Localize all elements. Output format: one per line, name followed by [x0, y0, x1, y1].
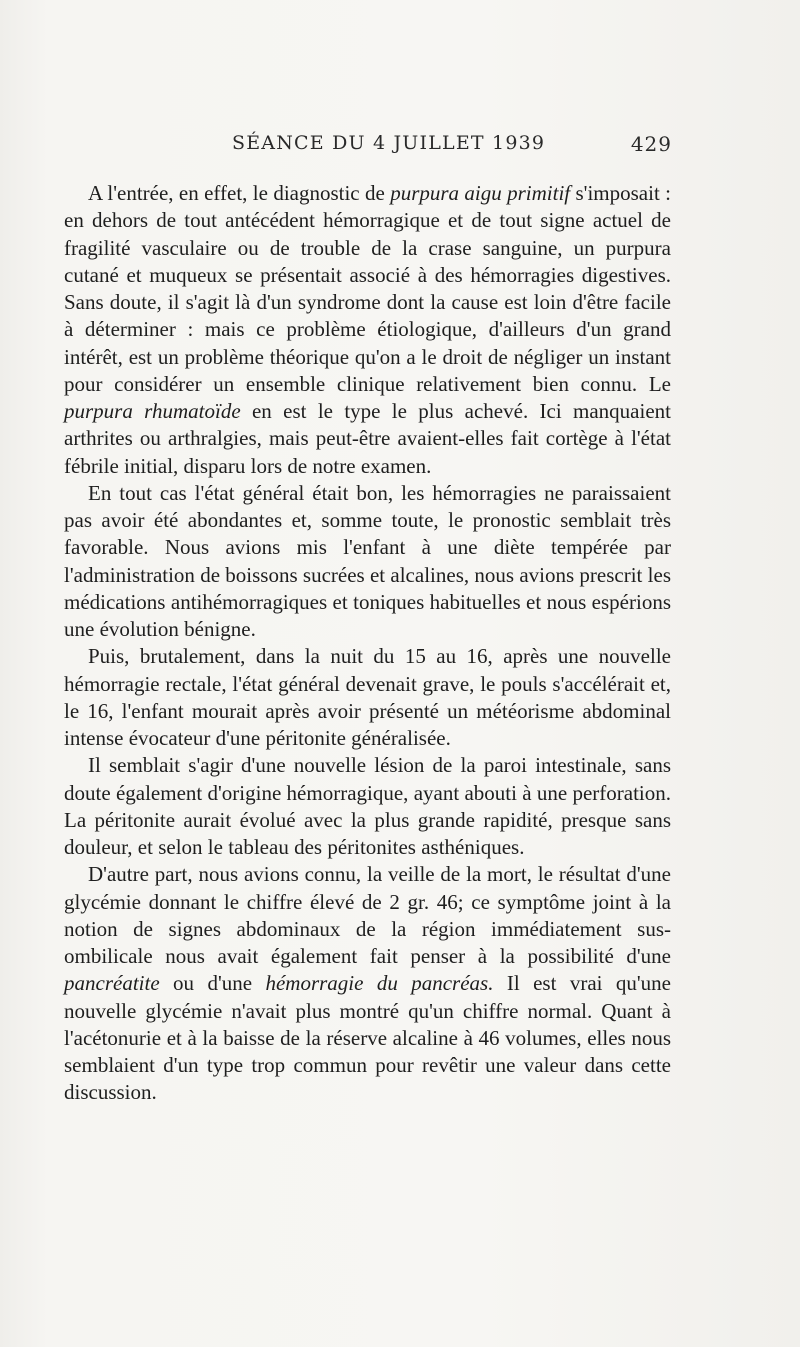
italic-term: pancréatite	[64, 971, 160, 996]
page-number: 429	[630, 132, 672, 156]
paragraph: Puis, brutalement, dans la nuit du 15 au 16, après une nouvelle hémorragie rectale, l'état général devenait grave, le pouls s'accélérait et, le 16, l'enfant mourait après avoir présenté un météorisme abdominal intense évocateur d'une péritonite généralisée.	[64, 644, 671, 750]
paragraph: En tout cas l'état général était bon, les hémorragies ne paraissaient pas avoir été abondantes et, somme toute, le pronostic semblait très favorable. Nous avions mis l'enfant à une diète tempérée par l'administration de boissons sucrées et alcalines, nous avions prescrit les médications antihémorragiques et toniques habituelles et nous espérions une évolution bénigne.	[64, 480, 671, 641]
running-head: SÉANCE DU 4 JUILLET 1939	[232, 132, 546, 154]
italic-term: hémorragie du pancréas.	[265, 971, 494, 996]
italic-term: purpura rhumatoïde	[64, 399, 241, 423]
italic-term: purpura aigu primitif	[390, 181, 571, 205]
page-header	[60, 132, 674, 162]
paragraph: D'autre part, nous avions connu, la veille de la mort, le résultat d'une glycémie donnant le chiffre élevé de 2 gr. 46; ce symptôme joint à la notion de signes abdominaux de la région immédiatement sus-ombilicale nous avait également fait penser à la possibilité d'une pancréatite ou d'une hémorragie du pancréas. Il est vrai qu'une nouvelle glycémie n'avait plus montré qu'un chiffre normal. Quant à l'acétonurie et à la baisse de la réserve alcaline à 46 volumes, elles nous semblaient d'un type trop commun pour revêtir une valeur dans cette discussion.	[64, 862, 671, 1105]
body-text	[64, 180, 671, 1107]
paragraph: A l'entrée, en effet, le diagnostic de purpura aigu primitif s'imposait : en dehors de tout antécédent hémorragique et de tout signe actuel de fragilité vasculaire ou de trouble de la crase sanguine, un purpura cutané et muqueux se présentait associé à des hémorragies digestives. Sans doute, il s'agit là d'un syndrome dont la cause est loin d'être facile à déterminer : mais ce problème étiologique, d'ailleurs d'un grand intérêt, est un problème théorique qu'on a le droit de négliger un instant pour considérer un ensemble clinique relativement bien connu. Le purpura rhumatoïde en est le type le plus achevé. Ici manquaient arthrites ou arthralgies, mais peut-être avaient-elles fait cortège à l'état fébrile initial, disparu lors de notre examen.	[64, 181, 671, 478]
paragraph: Il semblait s'agir d'une nouvelle lésion de la paroi intestinale, sans doute également d'origine hémorragique, ayant abouti à une perforation. La péritonite aurait évolué avec la plus grande rapidité, presque sans douleur, et selon le tableau des péritonites asthéniques.	[64, 753, 671, 859]
